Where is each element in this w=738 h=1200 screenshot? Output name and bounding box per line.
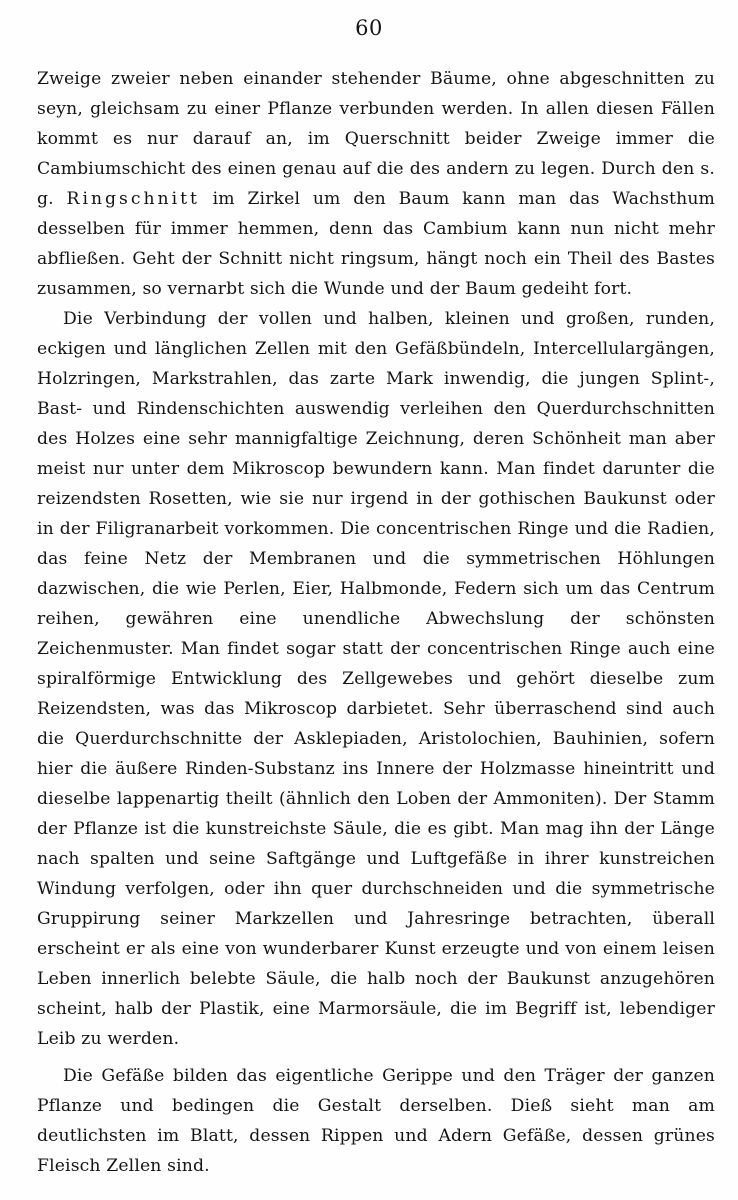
paragraph: Die Verbindung der vollen und halben, kleinen und großen, runden, eckigen und länglichen Zellen mit den Gefäßbündeln, Intercellulargängen, Holzringen, Markstrahlen, das zarte Mark inwendig, die jungen Splint-, Bast- und Rindenschichten auswendig verleihen den Querdurchschnitten des Holzes eine sehr mannigfaltige Zeichnung, deren Schönheit man aber meist nur unter dem Mikroscop bewundern kann. Man findet darunter die reizendsten Rosetten, wie sie nur irgend in der gothischen Baukunst oder in der Filigranarbeit vorkommen. Die concentrischen Ringe und die Radien, das feine Netz der Membranen und die symmetrischen Höhlungen dazwischen, die wie Perlen, Eier, Halbmonde, Federn sich um das Centrum reihen, gewähren eine unendliche Abwechslung der schönsten Zeichenmuster. Man findet sogar statt der concentrischen Ringe auch eine spiralförmige Entwicklung des Zellgewebes und gehört dieselbe zum Reizendsten, was das Mikroscop darbietet. Sehr überraschend sind auch die Querdurchschnitte der Asklepiaden, Aristolochien, Bauhinien, sofern hier die äußere Rinden-Substanz ins Innere der Holzmasse hineintritt und dieselbe lappenartig theilt (ähnlich den Loben der Ammoniten). Der Stamm der Pflanze ist die kunstreichste Säule, die es gibt. Man mag ihn der Länge nach spalten und seine Saftgänge und Luftgefäße in ihrer kunstreichen Windung verfolgen, oder ihn quer durchschneiden und die symmetrische Gruppirung seiner Markzellen und Jahresringe betrachten, überall erscheint er als eine von wunderbarer Kunst erzeugte und von einem leisen Leben innerlich belebte Säule, die halb noch der Baukunst anzugehören scheint, halb der Plastik, eine Marmorsäule, die im Begriff ist, lebendiger Leib zu werden. (37, 309, 715, 1049)
page-body (37, 64, 715, 1181)
emphasized-term: Ringschnitt (66, 189, 200, 209)
paragraph-text: im Zirkel um den Baum kann man das Wachsthum desselben für immer hemmen, denn das Cambium kann nun nicht mehr abfließen. Geht der Schnitt nicht ringsum, hängt noch ein Theil des Bastes zusammen, so vernarbt sich die Wunde und der Baum gedeiht fort. (37, 189, 715, 299)
paragraph-text: Zweige zweier neben einander stehender Bäume, ohne abgeschnitten zu seyn, gleichsam zu einer Pflanze verbunden werden. In allen diesen Fällen kommt es nur darauf an, im Querschnitt beider Zweige immer die Cambiumschicht des einen genau auf die des andern zu legen. Durch den s. g. (37, 69, 715, 209)
paragraph: Die Gefäße bilden das eigentliche Gerippe und den Träger der ganzen Pflanze und bedingen die Gestalt derselben. Dieß sieht man am deutlichsten im Blatt, dessen Rippen und Adern Gefäße, dessen grünes Fleisch Zellen sind. (37, 1066, 715, 1176)
page-number: 60 (355, 16, 383, 40)
paragraph-continued (37, 64, 715, 304)
